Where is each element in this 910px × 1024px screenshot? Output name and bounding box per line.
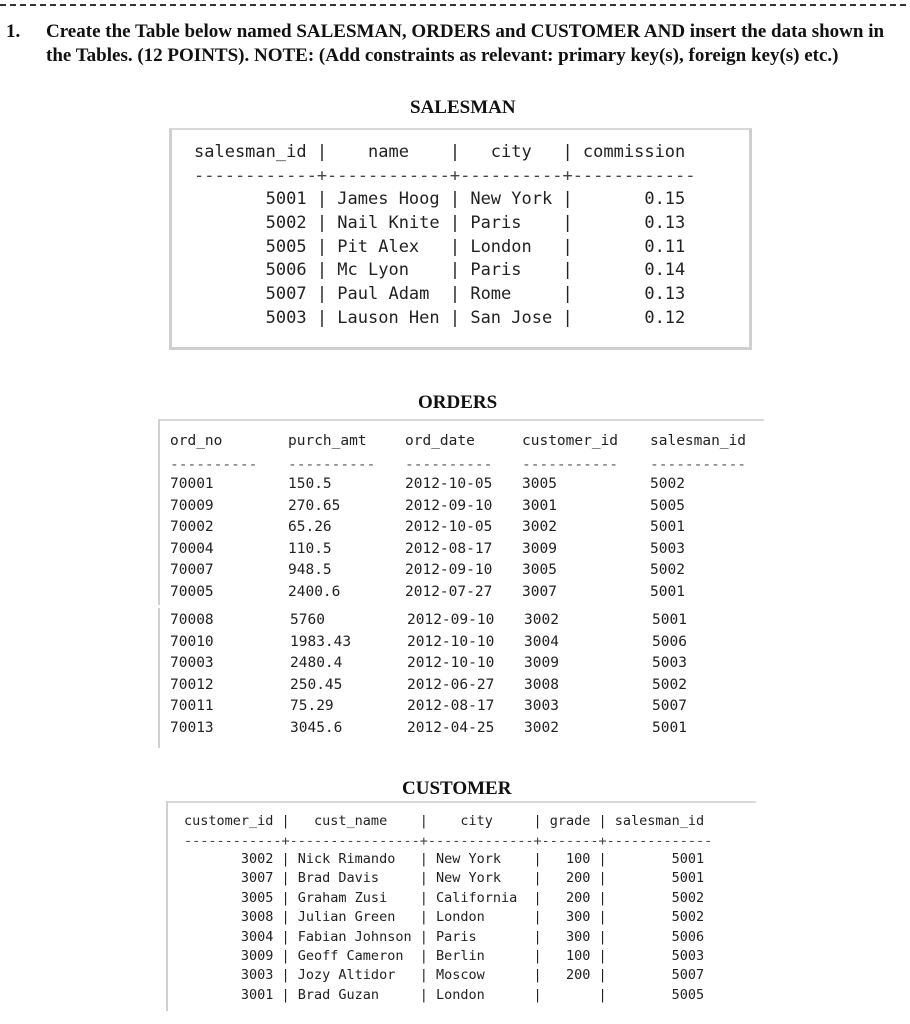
orders-header-cell: customer_id xyxy=(522,433,619,449)
customer-table-row: 3009 | Geoff Cameron | Berlin | 100 | 5003 xyxy=(184,948,705,964)
orders-top-border xyxy=(158,419,764,421)
customer-table-row: 3001 | Brad Guzan | London | | 5005 xyxy=(184,986,705,1003)
orders-header-cell: purch_amt xyxy=(288,433,367,449)
orders-cell: 3002 xyxy=(524,719,559,736)
orders-header-cell: salesman_id xyxy=(650,433,747,449)
orders-cell: 150.5 xyxy=(288,476,332,492)
orders-cell: 2012-09-10 xyxy=(407,612,495,628)
orders-cell: 3002 xyxy=(524,612,559,628)
orders-cell: 3007 xyxy=(522,583,557,600)
orders-separator-cell: ----------- xyxy=(522,457,619,473)
orders-cell: 5002 xyxy=(652,676,687,693)
orders-cell: 3005 xyxy=(522,562,557,578)
orders-cell: 5001 xyxy=(650,519,685,535)
customer-separator: ------------+----------------+-------------+-------+------------- xyxy=(184,833,713,849)
orders-cell: 3008 xyxy=(524,676,559,693)
orders-cell: 250.45 xyxy=(290,676,343,693)
customer-title: CUSTOMER xyxy=(402,778,512,799)
orders-cell: 70001 xyxy=(170,476,214,492)
orders-cell: 2012-10-10 xyxy=(407,655,495,671)
orders-cell: 5003 xyxy=(652,655,687,671)
customer-table-row: 3004 | Fabian Johnson | Paris | 300 | 5006 xyxy=(184,928,705,945)
orders-cell: 5002 xyxy=(650,476,685,492)
top-dashed-rule xyxy=(0,4,906,6)
orders-cell: 70004 xyxy=(170,540,214,557)
customer-table-row: 3003 | Jozy Altidor | Moscow | 200 | 5007 xyxy=(184,967,705,984)
orders-cell: 2012-10-10 xyxy=(407,633,495,650)
orders-cell: 1983.43 xyxy=(290,633,352,650)
customer-table-row: 3002 | Nick Rimando | New York | 100 | 5001 xyxy=(184,851,705,867)
question-number: 1. xyxy=(6,21,21,42)
orders-cell: 70011 xyxy=(170,698,214,714)
customer-left-border xyxy=(166,801,168,1011)
orders-cell: 2012-06-27 xyxy=(407,676,495,693)
salesman-table-row: 5001 | James Hoog | New York | 0.15 xyxy=(194,189,686,209)
orders-cell: 5001 xyxy=(650,583,685,600)
orders-separator-cell: ----------- xyxy=(650,457,747,473)
customer-header-row: customer_id | cust_name | city | grade | salesman_id xyxy=(184,813,705,829)
orders-cell: 3003 xyxy=(524,698,559,714)
orders-cell: 5007 xyxy=(652,698,687,714)
salesman-table-row: 5007 | Paul Adam | Rome | 0.13 xyxy=(194,284,686,305)
orders-cell: 70008 xyxy=(170,612,214,628)
orders-cell: 5006 xyxy=(652,633,687,650)
orders-separator-cell: ---------- xyxy=(288,457,376,473)
orders-cell: 5003 xyxy=(650,540,685,557)
orders-cell: 70013 xyxy=(170,719,214,736)
orders-cell: 70005 xyxy=(170,583,214,600)
orders-cell: 65.26 xyxy=(288,519,332,535)
orders-cell: 3009 xyxy=(522,540,557,557)
orders-cell: 5002 xyxy=(650,562,685,578)
orders-cell: 70007 xyxy=(170,562,214,578)
orders-separator-cell: ---------- xyxy=(170,457,258,473)
customer-table-row: 3008 | Julian Green | London | 300 | 5002 xyxy=(184,909,705,926)
orders-cell: 5001 xyxy=(652,719,687,736)
orders-cell: 2480.4 xyxy=(290,655,343,671)
orders-cell: 2012-08-17 xyxy=(407,698,495,714)
orders-cell: 3001 xyxy=(522,497,557,514)
customer-top-border xyxy=(166,801,756,803)
orders-header-cell: ord_no xyxy=(170,433,223,449)
salesman-table-row: 5003 | Lauson Hen | San Jose | 0.12 xyxy=(194,308,686,328)
orders-cell: 270.65 xyxy=(288,497,341,514)
orders-cell: 70010 xyxy=(170,633,214,650)
orders-cell: 5005 xyxy=(650,497,685,514)
salesman-table-row: 5005 | Pit Alex | London | 0.11 xyxy=(194,236,686,257)
orders-left-border xyxy=(158,419,160,605)
orders-cell: 2012-09-10 xyxy=(405,562,493,578)
salesman-table-row: 5002 | Nail Knite | Paris | 0.13 xyxy=(194,212,686,233)
customer-table-row: 3007 | Brad Davis | New York | 200 | 5001 xyxy=(184,870,705,887)
orders-cell: 3005 xyxy=(522,476,557,492)
orders-cell: 2400.6 xyxy=(288,583,341,600)
orders-cell: 2012-08-17 xyxy=(405,540,493,557)
salesman-title: SALESMAN xyxy=(410,97,516,118)
orders-cell: 70003 xyxy=(170,655,214,671)
question-text: Create the Table below named SALESMAN, ORDERS and CUSTOMER AND insert the data shown in the Tables. (12 POINTS). NOTE: (Add constraints as relevant: primary key(s), foreign key(s) etc.) xyxy=(46,21,885,66)
orders-cell: 3009 xyxy=(524,655,559,671)
orders-left-border-2 xyxy=(158,608,160,748)
customer-table-row: 3005 | Graham Zusi | California | 200 | 5002 xyxy=(184,889,705,906)
orders-cell: 3045.6 xyxy=(290,719,343,736)
orders-cell: 70012 xyxy=(170,676,214,693)
salesman-table-row: 5006 | Mc Lyon | Paris | 0.14 xyxy=(194,260,686,281)
salesman-header-row: salesman_id | name | city | commission xyxy=(194,142,686,162)
orders-cell: 2012-04-25 xyxy=(407,719,495,736)
orders-cell: 2012-10-05 xyxy=(405,476,493,492)
orders-header-cell: ord_date xyxy=(405,433,475,449)
orders-cell: 2012-10-05 xyxy=(405,519,493,535)
orders-title: ORDERS xyxy=(418,392,498,413)
orders-cell: 3002 xyxy=(522,519,557,535)
salesman-separator: ------------+------------+----------+------------ xyxy=(194,166,696,186)
orders-cell: 5001 xyxy=(652,612,687,628)
orders-cell: 948.5 xyxy=(288,562,332,578)
orders-cell: 70009 xyxy=(170,497,214,514)
orders-cell: 5760 xyxy=(290,612,325,628)
orders-cell: 3004 xyxy=(524,633,559,650)
orders-cell: 70002 xyxy=(170,519,214,535)
orders-separator-cell: ---------- xyxy=(405,457,493,473)
orders-cell: 110.5 xyxy=(288,540,332,557)
orders-cell: 75.29 xyxy=(290,698,334,714)
orders-cell: 2012-09-10 xyxy=(405,497,493,514)
orders-cell: 2012-07-27 xyxy=(405,583,493,600)
